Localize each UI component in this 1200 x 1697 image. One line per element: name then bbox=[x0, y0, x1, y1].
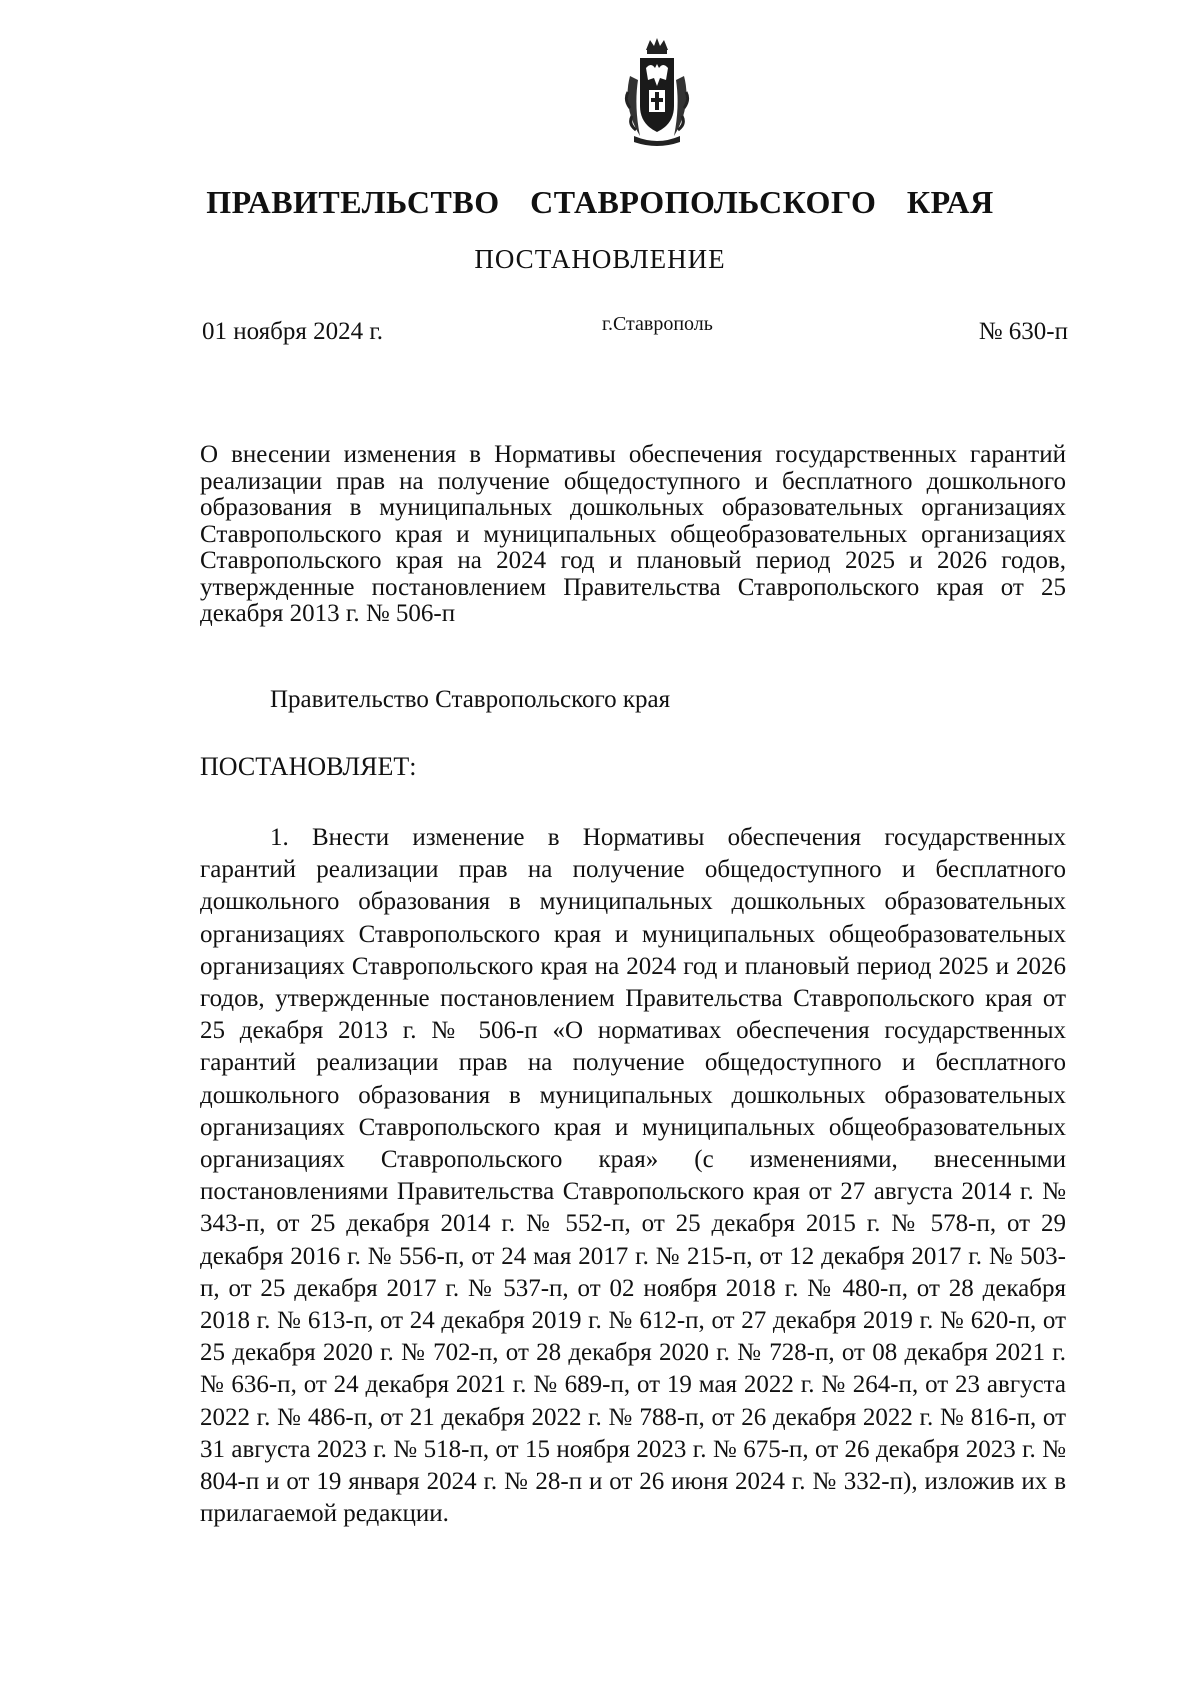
document-number: № 630-п bbox=[978, 318, 1068, 345]
resolves-heading: ПОСТАНОВЛЯЕТ: bbox=[200, 752, 417, 781]
document-subject: О внесении изменения в Нормативы обеспечения государственных гарантий реализации прав на получение общедоступного и бесплатного дошкольного образования в муниципальных дошкольных образовательных организациях Ставропольского края и муниципальных общеобразовательных организациях Ставропольского края на 2024 год и плановый период 2025 и 2026 годов, утвержденные постановлением Правительства Ставропольского края от 25 декабря 2013 г. № 506-п bbox=[200, 441, 1066, 627]
coat-of-arms-icon bbox=[620, 36, 694, 146]
issuer-name: Правительство Ставропольского края bbox=[270, 686, 671, 713]
document-type: ПОСТАНОВЛЕНИЕ bbox=[474, 244, 726, 274]
paragraph-1: 1. Внести изменение в Нормативы обеспечения государственных гарантий реализации прав на получение общедоступного и бесплатного дошкольного образования в муниципальных дошкольных образовательных организациях Ставропольского края и муниципальных общеобразовательных организациях Ставропольского края на 2024 год и плановый период 2025 и 2026 годов, утвержденные постановлением Правительства Ставропольского края от 25 декабря 2013 г. № 506-п «О нормативах обеспечения государственных гарантий реализации прав на получение общедоступного и бесплатного дошкольного образования в муниципальных дошкольных образовательных организациях Ставропольского края и муниципальных общеобразовательных организациях Ставропольского края» (с изменениями, внесенными постановлениями Правительства Ставропольского края от 27 августа 2014 г. № 343-п, от 25 декабря 2014 г. № 552-п, от 25 декабря 2015 г. № 578-п, от 29 декабря 2016 г. № 556-п, от 24 мая 2017 г. № 215-п, от 12 декабря 2017 г. № 503-п, от 25 декабря 2017 г. № 537-п, от 02 ноября 2018 г. № 480-п, от 28 декабря 2018 г. № 613-п, от 24 декабря 2019 г. № 612-п, от 27 декабря 2019 г. № 620-п, от 25 декабря 2020 г. № 702-п, от 28 декабря 2020 г. № 728-п, от 08 декабря 2021 г. № 636-п, от 24 декабря 2021 г. № 689-п, от 19 мая 2022 г. № 264-п, от 23 августа 2022 г. № 486-п, от 21 декабря 2022 г. № 788-п, от 26 декабря 2022 г. № 816-п, от 31 августа 2023 г. № 518-п, от 15 ноября 2023 г. № 675-п, от 26 декабря 2023 г. № 804-п и от 19 января 2024 г. № 28-п и от 26 июня 2024 г. № 332-п), изложив их в прилагаемой редакции. bbox=[200, 824, 1066, 1528]
government-title: ПРАВИТЕЛЬСТВО СТАВРОПОЛЬСКОГО КРАЯ bbox=[206, 184, 994, 220]
document-city: г.Ставрополь bbox=[602, 313, 713, 335]
document-date: 01 ноября 2024 г. bbox=[202, 318, 384, 345]
